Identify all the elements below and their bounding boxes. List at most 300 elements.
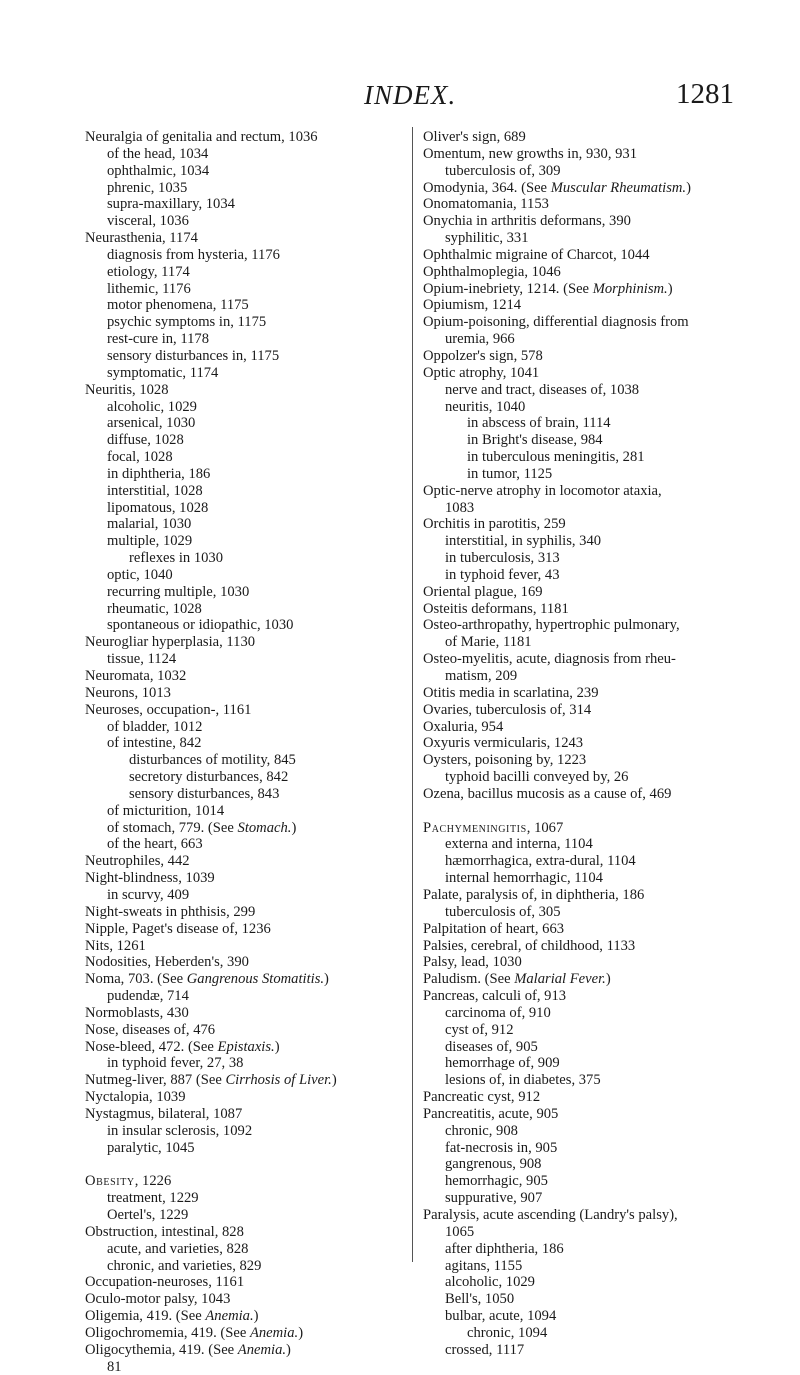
entry-text: in tuberculous meningitis, 281 [467, 449, 645, 466]
index-entry [85, 1325, 401, 1342]
index-subentry [85, 264, 401, 281]
index-subentry [85, 247, 401, 264]
index-entry [423, 617, 755, 634]
entry-text: focal, 1028 [107, 449, 173, 466]
index-subentry [85, 584, 401, 601]
entry-text: in typhoid fever, 27, 38 [107, 1055, 244, 1072]
index-subentry [85, 331, 401, 348]
cross-reference: Morphinism. [592, 280, 668, 297]
entry-text: Night-blindness, 1039 [85, 870, 215, 887]
index-subentry [85, 163, 401, 180]
entry-text: Night-sweats in phthisis, 299 [85, 903, 256, 920]
entry-text: cyst of, 912 [445, 1021, 514, 1038]
index-subentry [423, 1258, 755, 1275]
index-entry [423, 1089, 755, 1106]
index-entry [85, 702, 401, 719]
entry-text: Neutrophiles, 442 [85, 853, 190, 870]
index-subentry [423, 769, 755, 786]
entry-text: motor phenomena, 1175 [107, 297, 249, 314]
index-subentry [85, 466, 401, 483]
entry-text: Nose-bleed, 472. (See [85, 1038, 218, 1055]
entry-text: Nyctalopia, 1039 [85, 1089, 186, 1106]
index-entry [85, 1072, 401, 1089]
entry-text: hæmorrhagica, extra-dural, 1104 [445, 853, 636, 870]
index-entry [423, 180, 755, 197]
index-entry [423, 988, 755, 1005]
entry-text: Palpitation of heart, 663 [423, 920, 565, 937]
entry-text: Nits, 1261 [85, 937, 146, 954]
entry-text: Nipple, Paget's disease of, 1236 [85, 920, 271, 937]
index-entry [85, 129, 401, 146]
entry-text: spontaneous or idiopathic, 1030 [107, 617, 294, 634]
index-subentry [85, 1055, 401, 1072]
index-entry [423, 887, 755, 904]
index-subentry [423, 1039, 755, 1056]
index-entry [85, 1308, 401, 1325]
index-entry [423, 1207, 755, 1224]
index-entry [423, 264, 755, 281]
index-entry [85, 904, 401, 921]
entry-text: of micturition, 1014 [107, 802, 225, 819]
entry-suffix: , 1067 [526, 819, 564, 836]
index-entry [423, 314, 755, 331]
entry-suffix: ) [667, 280, 673, 297]
index-entry [85, 938, 401, 955]
index-subentry [423, 466, 755, 483]
cross-reference: Gangrenous Stomatitis. [186, 971, 325, 988]
index-subentry [85, 1190, 401, 1207]
entry-text: in diphtheria, 186 [107, 465, 211, 482]
index-entry [85, 1274, 401, 1291]
index-entry [423, 146, 755, 163]
entry-text: Osteitis deformans, 1181 [423, 600, 569, 617]
index-entry [85, 1224, 401, 1241]
index-subentry [423, 1123, 755, 1140]
index-subentry [85, 769, 401, 786]
index-subentry [85, 617, 401, 634]
index-subentry [85, 483, 401, 500]
index-entry [423, 685, 755, 702]
entry-text: lesions of, in diabetes, 375 [445, 1072, 601, 1089]
index-entry [85, 870, 401, 887]
cross-reference: Epistaxis. [217, 1038, 275, 1055]
index-subentry [423, 1190, 755, 1207]
index-entry [423, 483, 755, 500]
index-subentry [85, 348, 401, 365]
entry-text: arsenical, 1030 [107, 415, 196, 432]
index-subentry [423, 163, 755, 180]
index-entry [85, 1291, 401, 1308]
entry-suffix: ) [605, 971, 611, 988]
entry-text: lithemic, 1176 [107, 280, 191, 297]
index-entry [85, 1022, 401, 1039]
entry-text: Pachymeningitis [423, 819, 527, 836]
entry-text: lipomatous, 1028 [107, 499, 209, 516]
entry-text: Omodynia, 364. (See [423, 179, 551, 196]
index-subentry [85, 297, 401, 314]
index-subentry [85, 550, 401, 567]
entry-text: Palate, paralysis of, in diphtheria, 186 [423, 886, 645, 903]
entry-text: Neuroses, occupation-, 1161 [85, 701, 252, 718]
entry-text: Ovaries, tuberculosis of, 314 [423, 701, 592, 718]
entry-text: Oligemia, 419. (See [85, 1308, 206, 1325]
index-entry [423, 281, 755, 298]
cross-reference: Anemia. [205, 1308, 254, 1325]
entry-text: in scurvy, 409 [107, 886, 190, 903]
index-entry [423, 938, 755, 955]
index-entry [85, 382, 401, 399]
entry-text: optic, 1040 [107, 566, 173, 583]
index-subentry [423, 1241, 755, 1258]
entry-text: psychic symptoms in, 1175 [107, 314, 267, 331]
entry-text: Normoblasts, 430 [85, 1004, 189, 1021]
entry-text: hemorrhage of, 909 [445, 1055, 560, 1072]
entry-text: Oligocythemia, 419. (See [85, 1341, 238, 1358]
entry-text: Oxyuris vermicularis, 1243 [423, 735, 584, 752]
index-subentry [423, 331, 755, 348]
index-entry [85, 954, 401, 971]
index-subentry [423, 1072, 755, 1089]
entry-text: disturbances of motility, 845 [129, 752, 296, 769]
index-subentry [85, 146, 401, 163]
index-subentry [423, 836, 755, 853]
entry-text: Osteo-arthropathy, hypertrophic pulmonary, [423, 617, 680, 634]
index-subentry [85, 449, 401, 466]
index-entry [423, 735, 755, 752]
entry-text: phrenic, 1035 [107, 179, 188, 196]
entry-text: Bell's, 1050 [445, 1291, 515, 1308]
entry-text: Pancreas, calculi of, 913 [423, 988, 567, 1005]
entry-text: Nystagmus, bilateral, 1087 [85, 1105, 243, 1122]
entry-text: Nutmeg-liver, 887 (See [85, 1072, 226, 1089]
entry-text: diagnosis from hysteria, 1176 [107, 246, 280, 263]
index-entry [85, 971, 401, 988]
index-subentry [423, 399, 755, 416]
entry-text: internal hemorrhagic, 1104 [445, 870, 603, 887]
index-subentry [85, 314, 401, 331]
entry-text: in Bright's disease, 984 [467, 432, 603, 449]
cross-reference: Stomach. [237, 819, 292, 836]
entry-text: symptomatic, 1174 [107, 364, 219, 381]
entry-text: Ozena, bacillus mucosis as a cause of, 469 [423, 785, 672, 802]
entry-suffix: ) [686, 179, 691, 196]
entry-text: rest-cure in, 1178 [107, 331, 209, 348]
index-subentry [85, 1123, 401, 1140]
index-entry [423, 365, 755, 382]
cross-reference: Anemia. [237, 1341, 287, 1358]
index-entry [85, 685, 401, 702]
entry-text: crossed, 1117 [445, 1341, 525, 1358]
index-subentry [423, 432, 755, 449]
index-entry [423, 601, 755, 618]
index-subentry [85, 533, 401, 550]
entry-suffix: ) [286, 1341, 291, 1358]
index-entry [85, 1039, 401, 1056]
entry-text: Opiumism, 1214 [423, 297, 522, 314]
entry-text: Onomatomania, 1153 [423, 196, 549, 213]
index-entry [85, 1106, 401, 1123]
index-subentry [85, 786, 401, 803]
index-subentry [423, 567, 755, 584]
page-header [0, 78, 800, 118]
index-subentry [85, 281, 401, 298]
entry-text: Neurogliar hyperplasia, 1130 [85, 634, 256, 651]
entry-text: diffuse, 1028 [107, 432, 184, 449]
entry-text: reflexes in 1030 [129, 550, 224, 567]
entry-text: tissue, 1124 [107, 651, 177, 668]
entry-text: Osteo-myelitis, acute, diagnosis from rheu- [423, 651, 676, 668]
entry-text: agitans, 1155 [445, 1257, 523, 1274]
index-subentry [85, 415, 401, 432]
index-entry [85, 634, 401, 651]
entry-text: supra-maxillary, 1034 [107, 196, 235, 213]
index-subentry [85, 803, 401, 820]
entry-text: of the head, 1034 [107, 145, 209, 162]
entry-text: alcoholic, 1029 [107, 398, 197, 415]
entry-text: Obesity [85, 1173, 135, 1190]
entry-suffix: ) [274, 1038, 280, 1055]
entry-text: matism, 209 [445, 668, 518, 684]
entry-text: Oriental plague, 169 [423, 583, 543, 600]
index-subentry [85, 752, 401, 769]
entry-text: Nose, diseases of, 476 [85, 1021, 216, 1038]
entry-text: Pancreatitis, acute, 905 [423, 1105, 559, 1122]
index-entry [423, 297, 755, 314]
cross-reference: Cirrhosis of Liver. [225, 1072, 332, 1089]
section-gap [423, 803, 755, 820]
entry-text: of Marie, 1181 [445, 634, 532, 651]
index-entry [423, 247, 755, 264]
index-subentry [423, 382, 755, 399]
entry-text: Oppolzer's sign, 578 [423, 347, 543, 364]
entry-text: Optic atrophy, 1041 [423, 364, 540, 381]
entry-text: Oxaluria, 954 [423, 718, 504, 735]
index-subentry [85, 820, 401, 837]
entry-text: in typhoid fever, 43 [445, 566, 560, 583]
entry-text: 1065 [445, 1223, 475, 1240]
index-subentry [85, 180, 401, 197]
entry-text: Occupation-neuroses, 1161 [85, 1274, 245, 1291]
index-subentry [423, 500, 755, 517]
index-subentry [423, 1325, 755, 1342]
entry-text: Opium-inebriety, 1214. (See [423, 280, 593, 297]
index-subentry [423, 1342, 755, 1359]
entry-text: in abscess of brain, 1114 [467, 415, 611, 432]
index-subentry [423, 230, 755, 247]
index-subentry [423, 550, 755, 567]
entry-text: Neurasthenia, 1174 [85, 230, 198, 247]
index-entry [423, 516, 755, 533]
entry-text: rheumatic, 1028 [107, 600, 202, 617]
entry-text: diseases of, 905 [445, 1038, 538, 1055]
index-subentry [85, 651, 401, 668]
cross-reference: Muscular Rheumatism. [550, 179, 687, 196]
index-subentry [85, 988, 401, 1005]
index-subentry [85, 836, 401, 853]
entry-text: 1083 [445, 499, 475, 516]
index-entry [423, 702, 755, 719]
cross-reference: Malarial Fever. [514, 971, 606, 988]
entry-text: in tumor, 1125 [467, 465, 553, 482]
entry-text: sensory disturbances in, 1175 [107, 347, 280, 364]
entry-text: visceral, 1036 [107, 213, 189, 230]
index-subentry [85, 432, 401, 449]
entry-text: of stomach, 779. (See [107, 819, 238, 836]
index-entry [423, 584, 755, 601]
entry-text: ophthalmic, 1034 [107, 162, 210, 179]
index-subentry [85, 1241, 401, 1258]
entry-text: pudendæ, 714 [107, 988, 189, 1005]
cross-reference: Anemia. [249, 1324, 299, 1341]
entry-text: Palsy, lead, 1030 [423, 954, 522, 971]
index-entry [85, 668, 401, 685]
entry-text: carcinoma of, 910 [445, 1004, 551, 1021]
page-number: 1281 [676, 78, 734, 110]
index-subentry [85, 196, 401, 213]
entry-text: secretory disturbances, 842 [129, 769, 289, 786]
index-subentry [85, 500, 401, 517]
entry-text: uremia, 966 [445, 331, 515, 348]
entry-text: suppurative, 907 [445, 1190, 543, 1207]
index-entry [85, 1342, 401, 1359]
index-column-left [85, 129, 401, 1375]
index-subentry [85, 887, 401, 904]
entry-text: Otitis media in scarlatina, 239 [423, 684, 599, 701]
entry-text: Omentum, new growths in, 930, 931 [423, 145, 638, 162]
entry-text: Noma, 703. (See [85, 971, 187, 988]
index-subentry [423, 634, 755, 651]
entry-text: Neuromata, 1032 [85, 668, 187, 684]
entry-text: Oligochromemia, 419. (See [85, 1324, 250, 1341]
index-entry [423, 1106, 755, 1123]
index-subentry [423, 533, 755, 550]
entry-text: Obstruction, intestinal, 828 [85, 1223, 244, 1240]
index-subentry [423, 1022, 755, 1039]
entry-text: Neurons, 1013 [85, 684, 171, 701]
index-subentry [423, 904, 755, 921]
entry-text: malarial, 1030 [107, 516, 192, 533]
entry-text: Paludism. (See [423, 971, 515, 988]
index-entry [85, 1173, 401, 1190]
index-entry [423, 129, 755, 146]
index-subentry [423, 1005, 755, 1022]
entry-text: paralytic, 1045 [107, 1139, 195, 1156]
index-subentry [85, 213, 401, 230]
index-subentry [423, 870, 755, 887]
entry-suffix: ) [291, 819, 297, 836]
entry-suffix: ) [324, 971, 329, 988]
entry-suffix: ) [253, 1308, 259, 1325]
index-subentry [85, 399, 401, 416]
entry-text: bulbar, acute, 1094 [445, 1308, 557, 1325]
index-subentry [423, 668, 755, 685]
index-subentry [423, 1224, 755, 1241]
index-subentry [85, 1140, 401, 1157]
running-title: INDEX. [364, 80, 457, 110]
index-entry [85, 230, 401, 247]
entry-text: Oysters, poisoning by, 1223 [423, 752, 587, 769]
index-entry [423, 213, 755, 230]
index-subentry [423, 1055, 755, 1072]
entry-text: hemorrhagic, 905 [445, 1173, 548, 1190]
entry-text: Orchitis in parotitis, 259 [423, 516, 566, 533]
index-entry [423, 196, 755, 213]
entry-text: Oculo-motor palsy, 1043 [85, 1291, 231, 1308]
entry-text: chronic, 908 [445, 1122, 518, 1139]
entry-text: acute, and varieties, 828 [107, 1240, 249, 1257]
entry-text: interstitial, 1028 [107, 482, 203, 499]
entry-text: recurring multiple, 1030 [107, 583, 250, 600]
entry-text: etiology, 1174 [107, 263, 190, 280]
entry-text: tuberculosis of, 305 [445, 903, 561, 920]
index-entry [423, 786, 755, 803]
entry-text: Neuralgia of genitalia and rectum, 1036 [85, 129, 318, 145]
entry-text: interstitial, in syphilis, 340 [445, 533, 602, 550]
entry-text: of bladder, 1012 [107, 718, 203, 735]
index-subentry [423, 1173, 755, 1190]
index-entry [423, 348, 755, 365]
entry-text: Ophthalmoplegia, 1046 [423, 263, 561, 280]
entry-text: sensory disturbances, 843 [129, 785, 280, 802]
index-subentry [85, 1258, 401, 1275]
index-column-right [423, 129, 755, 1359]
index-entry [85, 921, 401, 938]
index-subentry [423, 1156, 755, 1173]
index-subentry [85, 601, 401, 618]
entry-text: Neuritis, 1028 [85, 381, 169, 398]
index-entry [423, 971, 755, 988]
index-subentry [423, 853, 755, 870]
index-subentry [423, 1140, 755, 1157]
entry-text: of the heart, 663 [107, 836, 203, 853]
index-entry [85, 1089, 401, 1106]
entry-text: Palsies, cerebral, of childhood, 1133 [423, 937, 636, 954]
entry-text: fat-necrosis in, 905 [445, 1139, 558, 1156]
entry-text: of intestine, 842 [107, 735, 202, 752]
entry-text: tuberculosis of, 309 [445, 162, 561, 179]
entry-text: treatment, 1229 [107, 1190, 199, 1207]
entry-text: gangrenous, 908 [445, 1156, 542, 1173]
entry-suffix: ) [331, 1072, 337, 1089]
index-entry [423, 921, 755, 938]
index-subentry [85, 365, 401, 382]
entry-text: Paralysis, acute ascending (Landry's palsy), [423, 1207, 678, 1223]
index-entry [85, 853, 401, 870]
index-subentry [423, 1291, 755, 1308]
entry-suffix: , 1226 [134, 1173, 172, 1190]
folio-signature-mark: 81 [107, 1358, 122, 1375]
entry-text: after diphtheria, 186 [445, 1240, 564, 1257]
index-subentry [423, 1308, 755, 1325]
section-gap [85, 1156, 401, 1173]
entry-text: Pancreatic cyst, 912 [423, 1089, 541, 1106]
index-entry [423, 820, 755, 837]
index-entry [85, 1005, 401, 1022]
entry-text: in insular sclerosis, 1092 [107, 1122, 253, 1139]
entry-text: externa and interna, 1104 [445, 836, 593, 853]
entry-text: Opium-poisoning, differential diagnosis from [423, 314, 689, 331]
column-divider [412, 127, 413, 1262]
index-subentry [85, 567, 401, 584]
index-subentry [85, 516, 401, 533]
entry-text: Oliver's sign, 689 [423, 129, 526, 145]
entry-suffix: ) [298, 1324, 304, 1341]
entry-text: Onychia in arthritis deformans, 390 [423, 213, 631, 230]
entry-text: syphilitic, 331 [445, 230, 529, 247]
entry-text: nerve and tract, diseases of, 1038 [445, 381, 640, 398]
entry-text: neuritis, 1040 [445, 398, 526, 415]
index-entry [423, 651, 755, 668]
